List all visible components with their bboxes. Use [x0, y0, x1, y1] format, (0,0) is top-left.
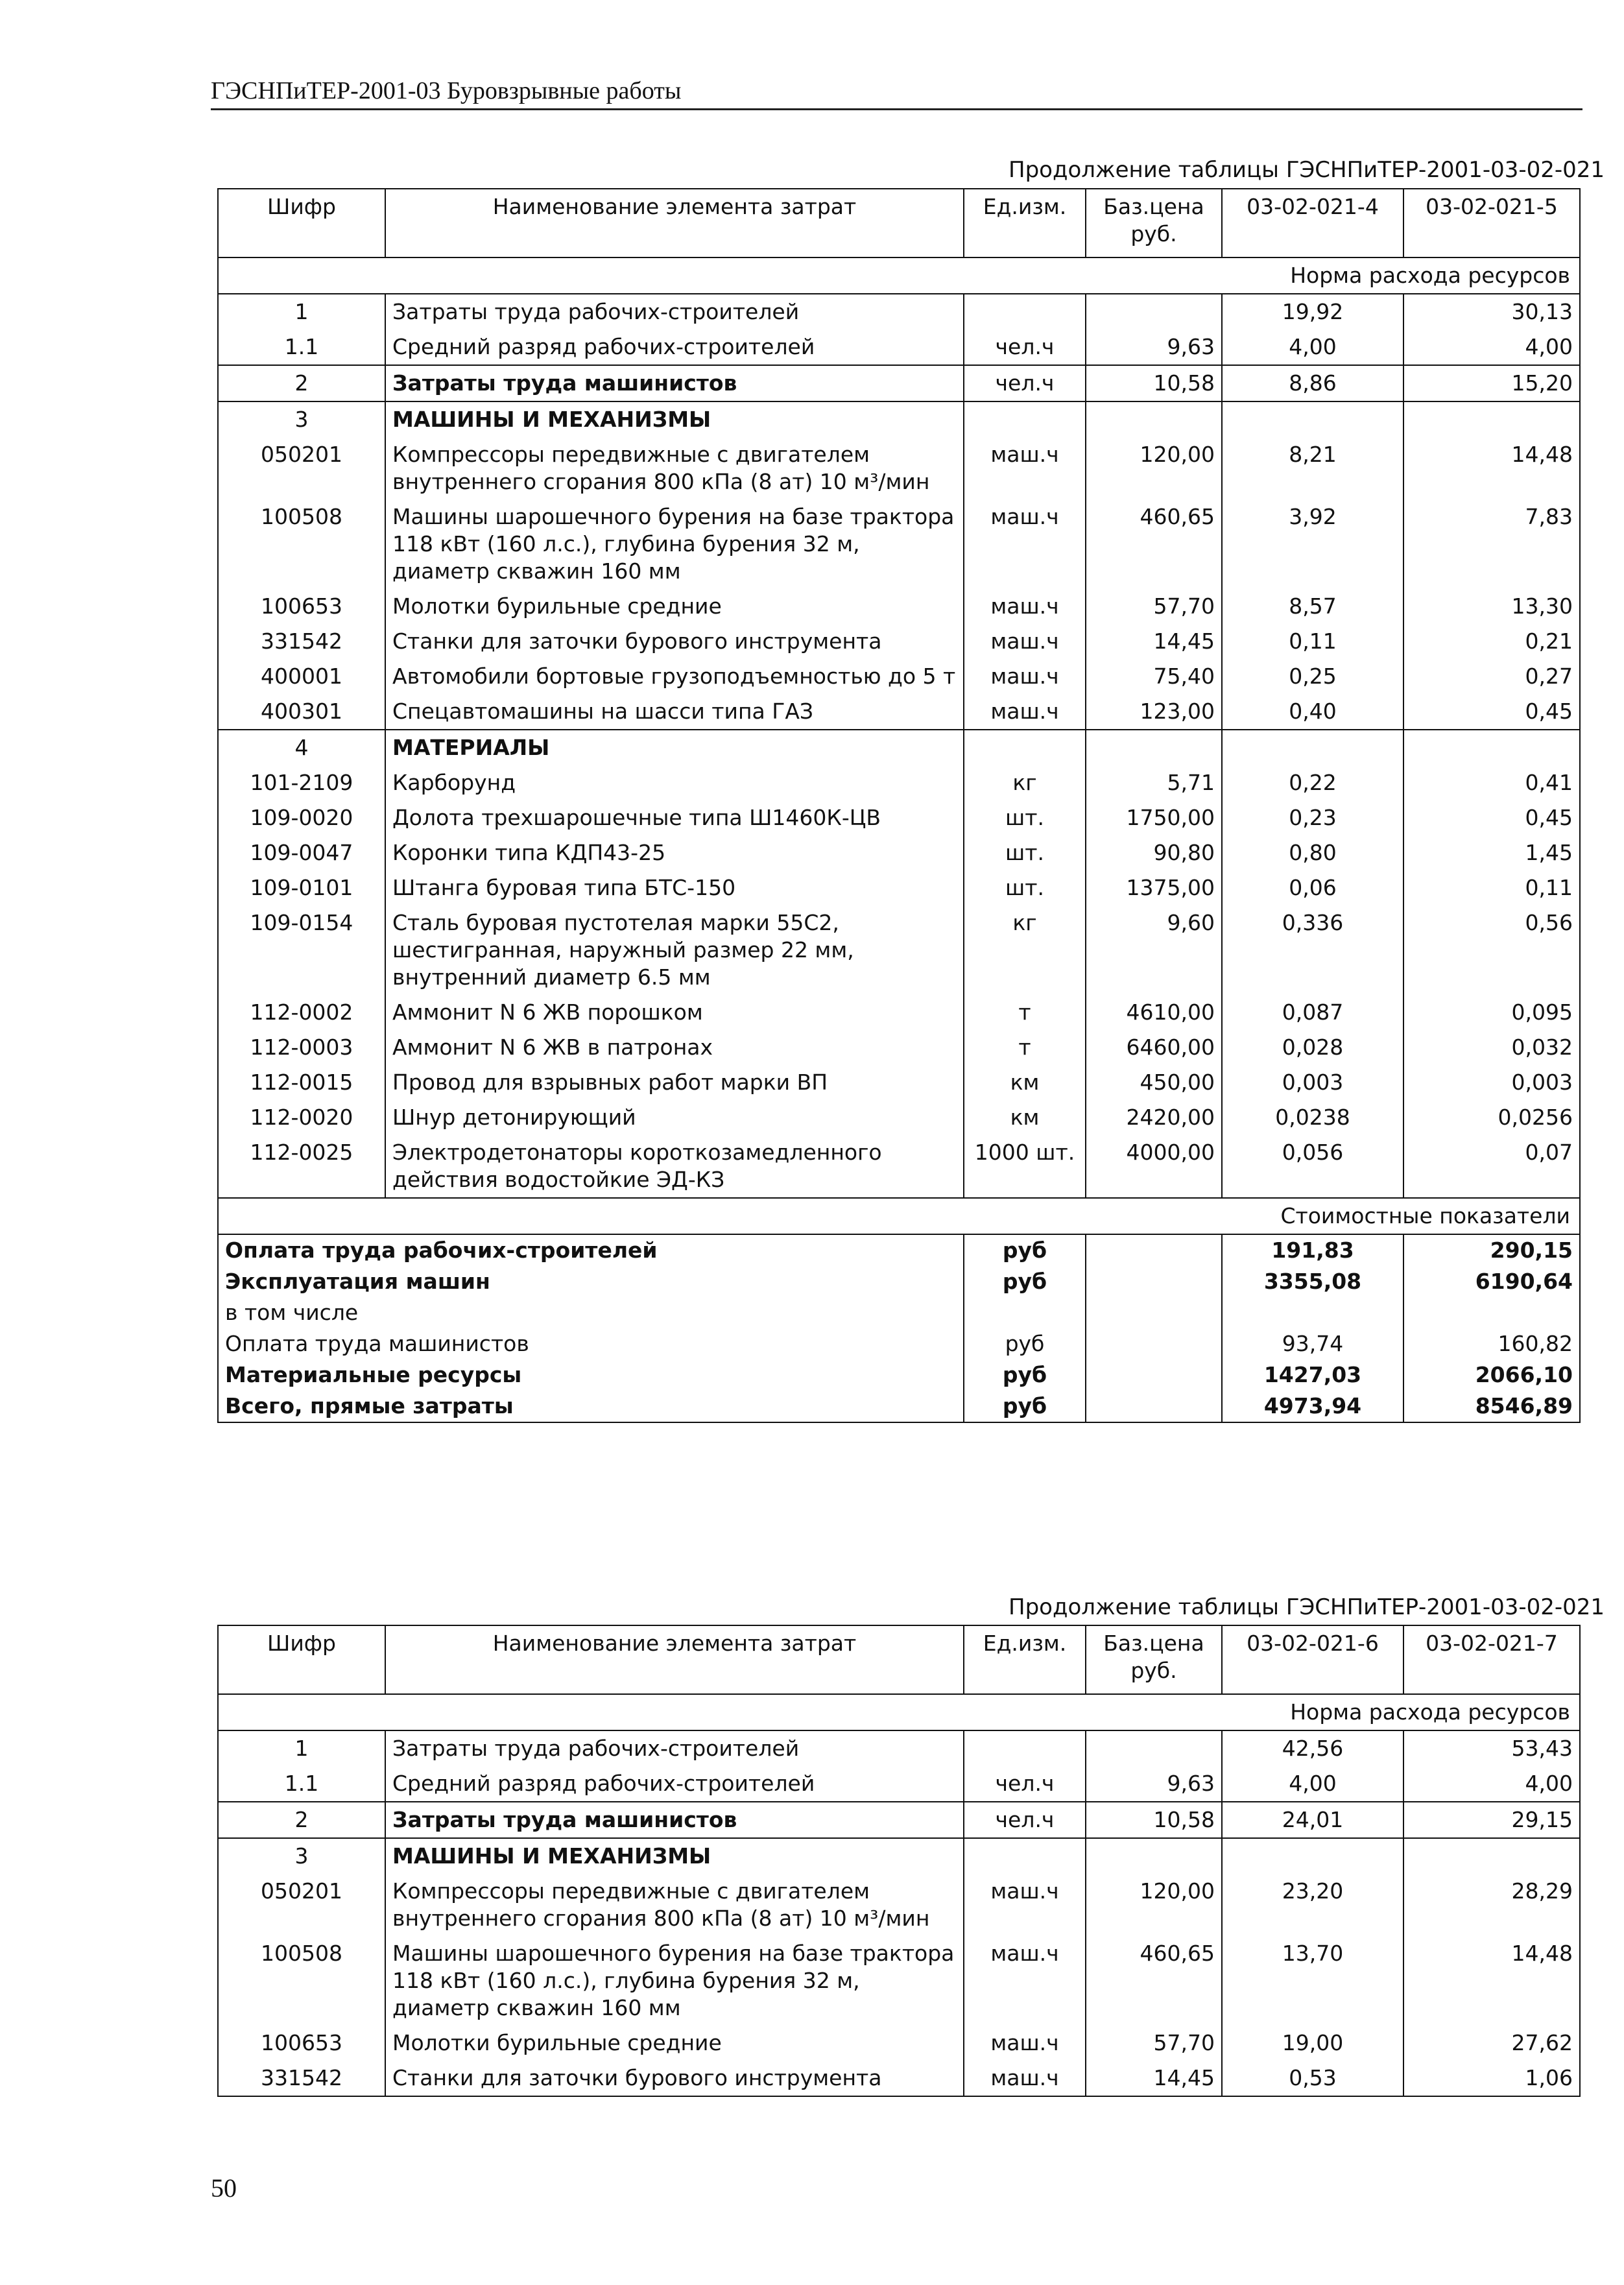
row-code: 112-0002 [218, 995, 385, 1030]
row-value-a: 24,01 [1222, 1802, 1403, 1838]
column-header-col-a: 03-02-021-4 [1222, 189, 1403, 257]
cost-empty-cell [1086, 1391, 1222, 1422]
row-name: Шнур детонирующий [385, 1100, 964, 1135]
row-name: Аммонит N 6 ЖВ порошком [385, 995, 964, 1030]
cost-name: Оплата труда машинистов [218, 1328, 964, 1359]
row-unit [964, 294, 1086, 329]
row-name: Компрессоры передвижные с двигателем внутреннего сгорания 800 кПа (8 ат) 10 м³/мин [385, 437, 964, 499]
row-base-price: 90,80 [1086, 835, 1222, 870]
row-unit: чел.ч [964, 329, 1086, 365]
cost-value-a: 191,83 [1222, 1234, 1403, 1266]
table-row [218, 1135, 1580, 1198]
row-value-b: 28,29 [1403, 1874, 1580, 1936]
row-value-a: 8,86 [1222, 365, 1403, 401]
row-value-b [1403, 401, 1580, 437]
row-value-b: 4,00 [1403, 329, 1580, 365]
row-value-b [1403, 730, 1580, 765]
row-unit: шт. [964, 800, 1086, 835]
cost-row [218, 1297, 1580, 1328]
row-base-price: 460,65 [1086, 1936, 1222, 2026]
row-unit: маш.ч [964, 499, 1086, 589]
row-value-a: 0,056 [1222, 1135, 1403, 1198]
cost-unit: руб [964, 1328, 1086, 1359]
row-value-b [1403, 1838, 1580, 1874]
table-row [218, 2061, 1580, 2096]
row-unit: км [964, 1065, 1086, 1100]
row-base-price: 4610,00 [1086, 995, 1222, 1030]
table-row [218, 401, 1580, 437]
row-value-a: 0,0238 [1222, 1100, 1403, 1135]
cost-name: Эксплуатация машин [218, 1266, 964, 1297]
row-code: 1 [218, 1730, 385, 1766]
row-code: 1.1 [218, 329, 385, 365]
row-value-b: 0,032 [1403, 1030, 1580, 1065]
column-header-name: Наименование элемента затрат [385, 1625, 964, 1694]
cost-row [218, 1266, 1580, 1297]
cost-unit: руб [964, 1234, 1086, 1266]
column-header-code: Шифр [218, 1625, 385, 1694]
row-value-b: 0,07 [1403, 1135, 1580, 1198]
row-value-a: 4,00 [1222, 1766, 1403, 1802]
row-value-b: 14,48 [1403, 1936, 1580, 2026]
row-name: Средний разряд рабочих-строителей [385, 1766, 964, 1802]
row-code: 109-0020 [218, 800, 385, 835]
table-row [218, 730, 1580, 765]
row-name: МАТЕРИАЛЫ [385, 730, 964, 765]
row-base-price: 10,58 [1086, 1802, 1222, 1838]
row-name: МАШИНЫ И МЕХАНИЗМЫ [385, 401, 964, 437]
cost-value-b: 2066,10 [1403, 1359, 1580, 1391]
row-name: Спецавтомашины на шасси типа ГАЗ [385, 694, 964, 730]
row-value-b: 14,48 [1403, 437, 1580, 499]
table-row [218, 365, 1580, 401]
row-unit: кг [964, 765, 1086, 800]
row-value-a: 0,80 [1222, 835, 1403, 870]
cost-label-row [218, 1198, 1580, 1234]
cost-label: Стоимостные показатели [218, 1198, 1580, 1234]
norm-label: Норма расхода ресурсов [218, 1694, 1580, 1730]
table-row [218, 437, 1580, 499]
cost-name: Всего, прямые затраты [218, 1391, 964, 1422]
cost-name: Материальные ресурсы [218, 1359, 964, 1391]
row-unit: маш.ч [964, 2026, 1086, 2061]
row-base-price: 460,65 [1086, 499, 1222, 589]
row-unit: маш.ч [964, 2061, 1086, 2096]
row-base-price: 2420,00 [1086, 1100, 1222, 1135]
norm-label-row [218, 257, 1580, 294]
table-header-row [218, 189, 1580, 257]
row-value-a: 8,57 [1222, 589, 1403, 624]
table-row [218, 1730, 1580, 1766]
row-base-price: 14,45 [1086, 624, 1222, 659]
row-value-b: 30,13 [1403, 294, 1580, 329]
row-value-a: 0,22 [1222, 765, 1403, 800]
row-value-b: 1,06 [1403, 2061, 1580, 2096]
table-row [218, 589, 1580, 624]
resource-table-1 [217, 188, 1581, 1423]
row-name: Штанга буровая типа БТС-150 [385, 870, 964, 905]
row-base-price: 120,00 [1086, 1874, 1222, 1936]
norm-label: Норма расхода ресурсов [218, 257, 1580, 294]
cost-value-a [1222, 1297, 1403, 1328]
row-base-price: 4000,00 [1086, 1135, 1222, 1198]
row-name: Затраты труда рабочих-строителей [385, 294, 964, 329]
column-header-col-b: 03-02-021-7 [1403, 1625, 1580, 1694]
row-code: 3 [218, 401, 385, 437]
column-header-unit: Ед.изм. [964, 189, 1086, 257]
column-header-price: Баз.цена руб. [1086, 189, 1222, 257]
table-row [218, 499, 1580, 589]
row-value-b: 13,30 [1403, 589, 1580, 624]
row-name: Машины шарошечного бурения на базе трактора 118 кВт (160 л.с.), глубина бурения 32 м, диаметр скважин 160 мм [385, 499, 964, 589]
row-code: 100653 [218, 589, 385, 624]
row-base-price: 450,00 [1086, 1065, 1222, 1100]
row-code: 400301 [218, 694, 385, 730]
row-value-b: 0,45 [1403, 800, 1580, 835]
row-value-b: 0,21 [1403, 624, 1580, 659]
table-row [218, 1802, 1580, 1838]
row-base-price: 123,00 [1086, 694, 1222, 730]
row-code: 109-0047 [218, 835, 385, 870]
cost-empty-cell [1086, 1297, 1222, 1328]
cost-value-b [1403, 1297, 1580, 1328]
table-row [218, 1936, 1580, 2026]
table-row [218, 765, 1580, 800]
column-header-code: Шифр [218, 189, 385, 257]
row-name: Молотки бурильные средние [385, 2026, 964, 2061]
row-value-a [1222, 401, 1403, 437]
row-value-a: 3,92 [1222, 499, 1403, 589]
cost-unit: руб [964, 1359, 1086, 1391]
row-unit: маш.ч [964, 1874, 1086, 1936]
cost-unit: руб [964, 1391, 1086, 1422]
row-unit: км [964, 1100, 1086, 1135]
row-code: 109-0154 [218, 905, 385, 995]
row-name: МАШИНЫ И МЕХАНИЗМЫ [385, 1838, 964, 1874]
table-row [218, 294, 1580, 329]
row-code: 400001 [218, 659, 385, 694]
row-unit: маш.ч [964, 659, 1086, 694]
header-divider [211, 108, 1582, 110]
cost-unit [964, 1297, 1086, 1328]
row-base-price: 1375,00 [1086, 870, 1222, 905]
row-value-b: 0,11 [1403, 870, 1580, 905]
row-unit: чел.ч [964, 365, 1086, 401]
row-name: Сталь буровая пустотелая марки 55С2, шестигранная, наружный размер 22 мм, внутренний диаметр 6.5 мм [385, 905, 964, 995]
row-value-a: 42,56 [1222, 1730, 1403, 1766]
row-base-price: 10,58 [1086, 365, 1222, 401]
row-code: 112-0025 [218, 1135, 385, 1198]
row-value-a: 0,028 [1222, 1030, 1403, 1065]
cost-value-b: 8546,89 [1403, 1391, 1580, 1422]
page-number: 50 [211, 2173, 237, 2203]
row-value-b: 0,0256 [1403, 1100, 1580, 1135]
row-base-price: 75,40 [1086, 659, 1222, 694]
row-base-price [1086, 1730, 1222, 1766]
row-code: 4 [218, 730, 385, 765]
row-code: 2 [218, 365, 385, 401]
row-unit: шт. [964, 835, 1086, 870]
row-value-a: 19,00 [1222, 2026, 1403, 2061]
row-name: Аммонит N 6 ЖВ в патронах [385, 1030, 964, 1065]
table-row [218, 624, 1580, 659]
page-header: ГЭСНПиТЕР-2001-03 Буровзрывные работы [211, 77, 682, 104]
row-value-a: 23,20 [1222, 1874, 1403, 1936]
row-name: Молотки бурильные средние [385, 589, 964, 624]
row-code: 112-0015 [218, 1065, 385, 1100]
table-row [218, 800, 1580, 835]
row-base-price: 9,63 [1086, 1766, 1222, 1802]
row-unit [964, 730, 1086, 765]
row-base-price: 120,00 [1086, 437, 1222, 499]
row-value-b: 0,56 [1403, 905, 1580, 995]
row-code: 050201 [218, 1874, 385, 1936]
cost-empty-cell [1086, 1266, 1222, 1297]
cost-empty-cell [1086, 1234, 1222, 1266]
row-name: Автомобили бортовые грузоподъемностью до 5 т [385, 659, 964, 694]
table-row [218, 659, 1580, 694]
column-header-col-a: 03-02-021-6 [1222, 1625, 1403, 1694]
table-row [218, 1874, 1580, 1936]
table-row [218, 1766, 1580, 1802]
row-code: 3 [218, 1838, 385, 1874]
row-value-b: 1,45 [1403, 835, 1580, 870]
row-value-a: 0,25 [1222, 659, 1403, 694]
row-name: Машины шарошечного бурения на базе трактора 118 кВт (160 л.с.), глубина бурения 32 м, диаметр скважин 160 мм [385, 1936, 964, 2026]
row-value-a: 0,336 [1222, 905, 1403, 995]
row-unit: шт. [964, 870, 1086, 905]
table-row [218, 694, 1580, 730]
cost-value-a: 4973,94 [1222, 1391, 1403, 1422]
table-caption: Продолжение таблицы ГЭСНПиТЕР-2001-03-02-021 [1009, 1594, 1605, 1620]
row-value-a: 0,53 [1222, 2061, 1403, 2096]
cost-row [218, 1328, 1580, 1359]
table-row [218, 835, 1580, 870]
row-value-a: 0,087 [1222, 995, 1403, 1030]
row-value-a: 19,92 [1222, 294, 1403, 329]
row-base-price [1086, 294, 1222, 329]
table-row [218, 1100, 1580, 1135]
row-base-price: 57,70 [1086, 589, 1222, 624]
row-value-b: 0,45 [1403, 694, 1580, 730]
row-base-price [1086, 730, 1222, 765]
row-base-price: 14,45 [1086, 2061, 1222, 2096]
table-row [218, 995, 1580, 1030]
cost-value-a: 3355,08 [1222, 1266, 1403, 1297]
row-name: Затраты труда машинистов [385, 365, 964, 401]
cost-empty-cell [1086, 1328, 1222, 1359]
row-value-b: 29,15 [1403, 1802, 1580, 1838]
row-value-b: 0,27 [1403, 659, 1580, 694]
row-unit: чел.ч [964, 1802, 1086, 1838]
row-value-a: 0,003 [1222, 1065, 1403, 1100]
table-row [218, 1065, 1580, 1100]
row-name: Электродетонаторы короткозамедленного действия водостойкие ЭД-КЗ [385, 1135, 964, 1198]
table-row [218, 329, 1580, 365]
cost-row [218, 1234, 1580, 1266]
row-base-price: 1750,00 [1086, 800, 1222, 835]
row-unit [964, 1730, 1086, 1766]
row-value-a [1222, 1838, 1403, 1874]
row-unit: маш.ч [964, 1936, 1086, 2026]
row-unit: маш.ч [964, 624, 1086, 659]
column-header-price: Баз.цена руб. [1086, 1625, 1222, 1694]
cost-name: в том числе [218, 1297, 964, 1328]
row-value-a: 0,06 [1222, 870, 1403, 905]
row-value-b: 0,003 [1403, 1065, 1580, 1100]
row-base-price [1086, 401, 1222, 437]
row-name: Карборунд [385, 765, 964, 800]
row-code: 1.1 [218, 1766, 385, 1802]
row-unit: маш.ч [964, 437, 1086, 499]
cost-value-b: 290,15 [1403, 1234, 1580, 1266]
row-unit: кг [964, 905, 1086, 995]
row-base-price: 9,60 [1086, 905, 1222, 995]
row-name: Затраты труда машинистов [385, 1802, 964, 1838]
row-code: 112-0003 [218, 1030, 385, 1065]
norm-label-row [218, 1694, 1580, 1730]
cost-value-a: 1427,03 [1222, 1359, 1403, 1391]
row-base-price: 6460,00 [1086, 1030, 1222, 1065]
row-code: 100508 [218, 1936, 385, 2026]
column-header-unit: Ед.изм. [964, 1625, 1086, 1694]
row-name: Станки для заточки бурового инструмента [385, 2061, 964, 2096]
cost-row [218, 1359, 1580, 1391]
row-value-a [1222, 730, 1403, 765]
cost-value-a: 93,74 [1222, 1328, 1403, 1359]
row-name: Станки для заточки бурового инструмента [385, 624, 964, 659]
row-value-b: 0,41 [1403, 765, 1580, 800]
row-value-b: 4,00 [1403, 1766, 1580, 1802]
resource-table-2 [217, 1625, 1581, 2097]
row-name: Средний разряд рабочих-строителей [385, 329, 964, 365]
row-code: 1 [218, 294, 385, 329]
row-base-price: 5,71 [1086, 765, 1222, 800]
row-unit: чел.ч [964, 1766, 1086, 1802]
row-code: 101-2109 [218, 765, 385, 800]
table-row [218, 1838, 1580, 1874]
row-base-price: 9,63 [1086, 329, 1222, 365]
row-code: 112-0020 [218, 1100, 385, 1135]
row-value-b: 7,83 [1403, 499, 1580, 589]
row-code: 050201 [218, 437, 385, 499]
row-base-price [1086, 1838, 1222, 1874]
row-name: Компрессоры передвижные с двигателем внутреннего сгорания 800 кПа (8 ат) 10 м³/мин [385, 1874, 964, 1936]
cost-value-b: 6190,64 [1403, 1266, 1580, 1297]
row-code: 331542 [218, 624, 385, 659]
row-name: Долота трехшарошечные типа Ш1460К-ЦВ [385, 800, 964, 835]
row-unit [964, 401, 1086, 437]
row-value-b: 0,095 [1403, 995, 1580, 1030]
column-header-col-b: 03-02-021-5 [1403, 189, 1580, 257]
cost-name: Оплата труда рабочих-строителей [218, 1234, 964, 1266]
cost-row [218, 1391, 1580, 1422]
row-unit: т [964, 1030, 1086, 1065]
table-caption: Продолжение таблицы ГЭСНПиТЕР-2001-03-02-021 [1009, 157, 1605, 183]
row-value-a: 0,11 [1222, 624, 1403, 659]
column-header-name: Наименование элемента затрат [385, 189, 964, 257]
row-value-a: 0,40 [1222, 694, 1403, 730]
row-value-a: 0,23 [1222, 800, 1403, 835]
table-row [218, 905, 1580, 995]
row-name: Провод для взрывных работ марки ВП [385, 1065, 964, 1100]
row-value-b: 27,62 [1403, 2026, 1580, 2061]
row-code: 100653 [218, 2026, 385, 2061]
row-value-b: 15,20 [1403, 365, 1580, 401]
row-code: 2 [218, 1802, 385, 1838]
row-code: 100508 [218, 499, 385, 589]
table-row [218, 870, 1580, 905]
table-row [218, 1030, 1580, 1065]
table-row [218, 2026, 1580, 2061]
row-value-a: 4,00 [1222, 329, 1403, 365]
row-code: 109-0101 [218, 870, 385, 905]
row-unit: 1000 шт. [964, 1135, 1086, 1198]
cost-value-b: 160,82 [1403, 1328, 1580, 1359]
row-value-b: 53,43 [1403, 1730, 1580, 1766]
row-base-price: 57,70 [1086, 2026, 1222, 2061]
row-value-a: 8,21 [1222, 437, 1403, 499]
row-name: Затраты труда рабочих-строителей [385, 1730, 964, 1766]
cost-unit: руб [964, 1266, 1086, 1297]
row-value-a: 13,70 [1222, 1936, 1403, 2026]
row-unit [964, 1838, 1086, 1874]
row-unit: маш.ч [964, 589, 1086, 624]
cost-empty-cell [1086, 1359, 1222, 1391]
row-unit: т [964, 995, 1086, 1030]
row-unit: маш.ч [964, 694, 1086, 730]
row-code: 331542 [218, 2061, 385, 2096]
row-name: Коронки типа КДП43-25 [385, 835, 964, 870]
table-header-row [218, 1625, 1580, 1694]
